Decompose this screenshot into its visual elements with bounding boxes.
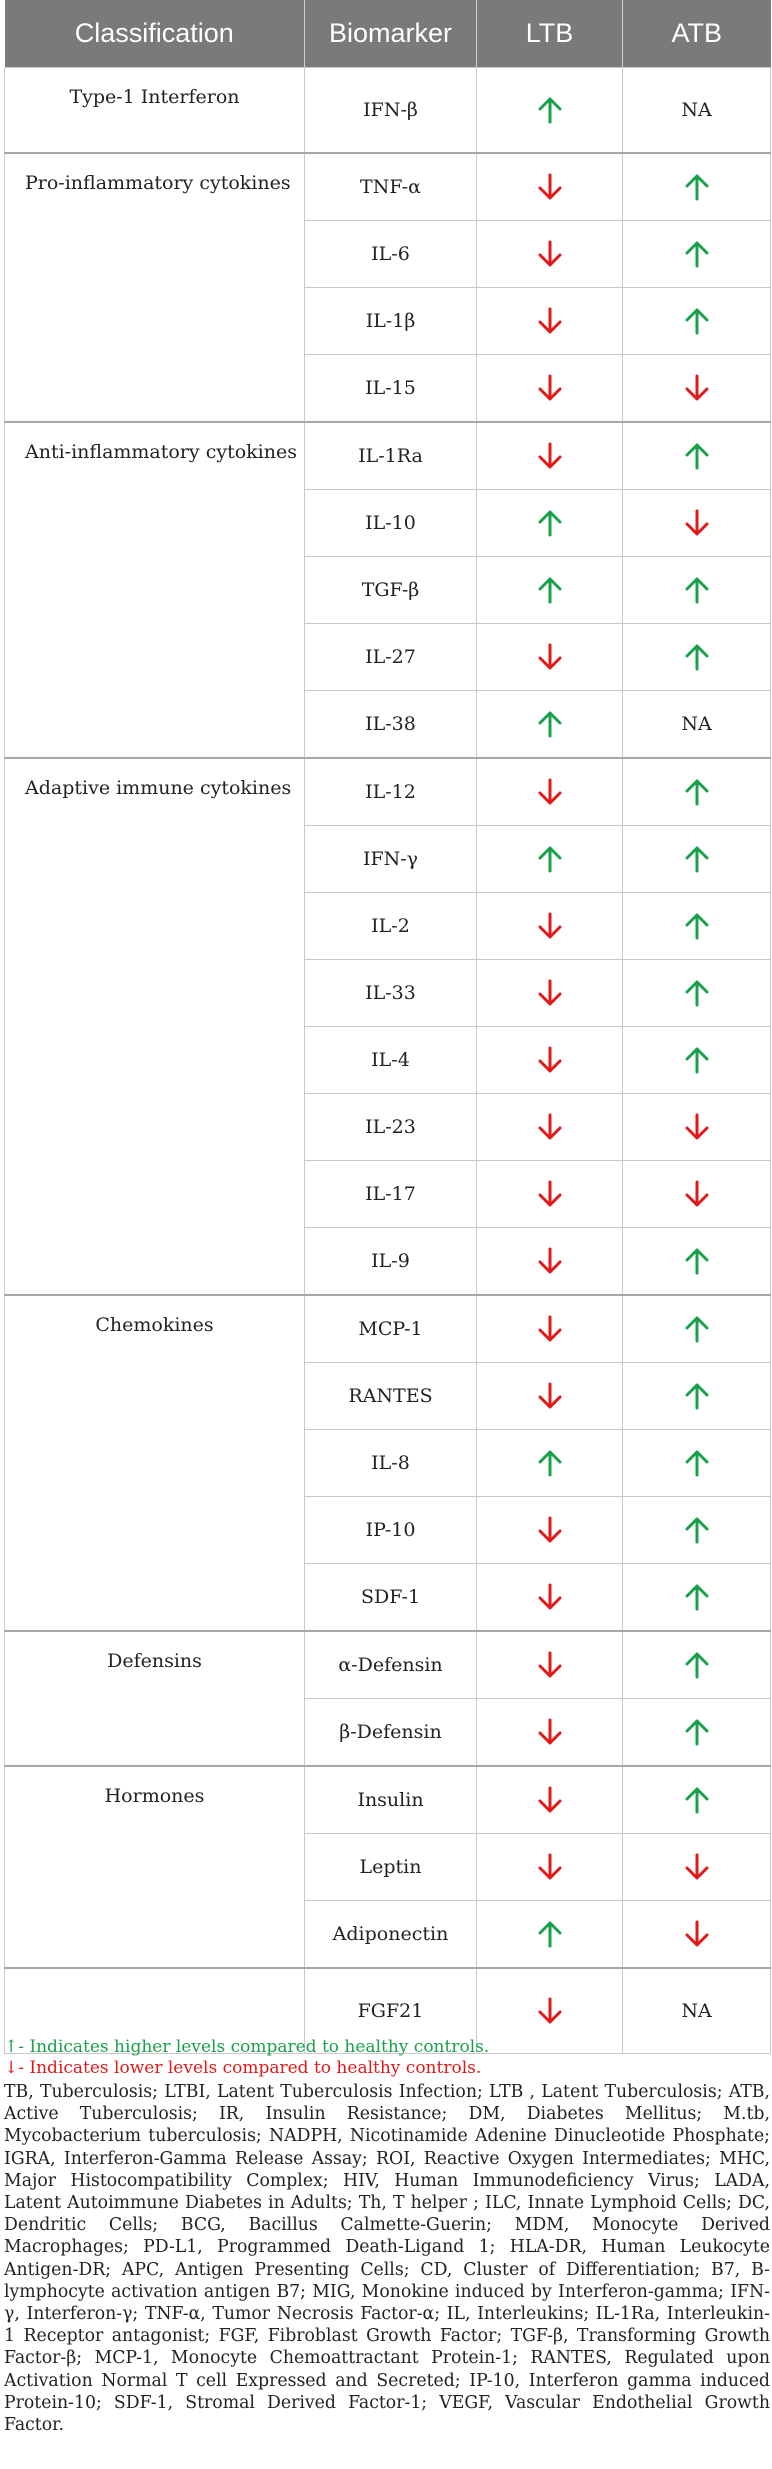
ltb-cell <box>477 893 623 960</box>
biomarker-cell: RANTES <box>305 1363 477 1430</box>
biomarker-cell: IL-8 <box>305 1430 477 1497</box>
arrow-up-icon <box>623 1046 770 1074</box>
table-row <box>5 422 771 490</box>
arrow-up-icon <box>623 1449 770 1477</box>
ltb-cell <box>477 1295 623 1363</box>
atb-cell <box>623 153 771 221</box>
arrow-down-icon <box>477 173 622 201</box>
arrow-up-icon <box>623 912 770 940</box>
ltb-cell <box>477 758 623 826</box>
na-value: NA <box>681 713 712 735</box>
table-row <box>5 68 771 154</box>
ltb-cell <box>477 422 623 490</box>
atb-cell <box>623 1564 771 1632</box>
biomarker-cell: IL-17 <box>305 1161 477 1228</box>
arrow-down-icon <box>623 1180 770 1208</box>
ltb-cell <box>477 153 623 221</box>
arrow-down-icon <box>623 509 770 537</box>
arrow-up-icon <box>477 710 622 738</box>
atb-cell <box>623 826 771 893</box>
atb-cell <box>623 1834 771 1901</box>
arrow-up-icon <box>623 240 770 268</box>
arrow-down-icon <box>477 1180 622 1208</box>
arrow-up-icon <box>477 576 622 604</box>
classification-cell: Chemokines <box>5 1295 305 1631</box>
atb-cell <box>623 691 771 759</box>
classification-cell: Pro-inflammatory cytokines <box>5 153 305 422</box>
table-header <box>5 0 771 68</box>
ltb-cell <box>477 1564 623 1632</box>
arrow-down-icon <box>477 1997 622 2025</box>
arrow-up-icon <box>623 1382 770 1410</box>
abbreviations-footnote: TB, Tuberculosis; LTBI, Latent Tuberculosis Infection; LTB , Latent Tuberculosis; ATB, Active Tuberculosis; IR, Insulin Resistance; DM, Diabetes Mellitus; M.tb, Mycobacterium tuberculosis; NADPH, Nicotinamide Adenine Dinucleotide Phosphate; IGRA, Interferon-Gamma Release Assay; ROI, Reactive Oxygen Intermediates; MHC, Major Histocompatibility Complex; HIV, Human Immunodeficiency Virus; LADA, Latent Autoimmune Diabetes in Adults; Th, T helper ; ILC, Innate Lymphoid Cells; DC, Dendritic Cells; BCG, Bacillus Calmette-Guerin; MDM, Monocyte Derived Macrophages; PD-L1, Programmed Death-Ligand 1; HLA-DR, Human Leukocyte Antigen-DR; APC, Antigen Presenting Cells; CD, Cluster of Differentiation; B7, B-lymphocyte activation antigen B7; MIG, Monokine induced by Interferon-gamma; IFN-γ, Interferon-γ; TNF-α, Tumor Necrosis Factor-α; IL, Interleukins; IL-1Ra, Interleukin-1 Receptor antagonist; FGF, Fibroblast Growth Factor; TGF-β, Transforming Growth Factor-β; MCP-1, Monocyte Chemoattractant Protein-1; RANTES, Regulated upon Activation Normal T cell Expressed and Secreted; IP-10, Interferon gamma induced Protein-10; SDF-1, Stromal Derived Factor-1; VEGF, Vascular Endothelial Growth Factor. <box>4 2082 770 2436</box>
biomarker-cell: IFN-β <box>305 68 477 154</box>
ltb-cell <box>477 355 623 423</box>
arrow-up-icon <box>623 979 770 1007</box>
atb-cell <box>623 1497 771 1564</box>
ltb-cell <box>477 490 623 557</box>
arrow-down-icon <box>623 374 770 402</box>
atb-cell <box>623 1631 771 1699</box>
ltb-cell <box>477 1430 623 1497</box>
atb-cell <box>623 758 771 826</box>
arrow-down-icon <box>477 778 622 806</box>
ltb-cell <box>477 1631 623 1699</box>
atb-cell <box>623 1228 771 1296</box>
biomarker-cell: IL-2 <box>305 893 477 960</box>
arrow-down-icon <box>477 1651 622 1679</box>
arrow-up-icon <box>623 1247 770 1275</box>
arrow-up-icon <box>623 1718 770 1746</box>
arrow-up-icon <box>623 1651 770 1679</box>
arrow-down-icon <box>623 1920 770 1948</box>
atb-cell <box>623 960 771 1027</box>
arrow-down-icon <box>477 1718 622 1746</box>
biomarker-cell: IL-33 <box>305 960 477 1027</box>
arrow-down-icon <box>477 1247 622 1275</box>
arrow-down-icon <box>477 1583 622 1611</box>
atb-cell <box>623 1027 771 1094</box>
arrow-up-icon <box>623 307 770 335</box>
table-row <box>5 1295 771 1363</box>
biomarker-cell: α-Defensin <box>305 1631 477 1699</box>
biomarker-cell: IL-1β <box>305 288 477 355</box>
header-row <box>5 0 771 68</box>
arrow-down-icon <box>477 979 622 1007</box>
atb-cell <box>623 624 771 691</box>
biomarker-cell: IL-38 <box>305 691 477 759</box>
arrow-down-icon <box>477 643 622 671</box>
header-atb: ATB <box>623 0 771 68</box>
biomarker-table <box>4 0 771 2054</box>
arrow-up-icon <box>623 173 770 201</box>
ltb-cell <box>477 1497 623 1564</box>
ltb-cell <box>477 557 623 624</box>
ltb-cell <box>477 1766 623 1834</box>
arrow-down-icon <box>477 240 622 268</box>
header-biomarker: Biomarker <box>305 0 477 68</box>
biomarker-cell: Insulin <box>305 1766 477 1834</box>
biomarker-cell: TGF-β <box>305 557 477 624</box>
biomarker-cell: Leptin <box>305 1834 477 1901</box>
biomarker-cell: IL-12 <box>305 758 477 826</box>
arrow-down-icon <box>477 1853 622 1881</box>
arrow-up-icon <box>477 1920 622 1948</box>
ltb-cell <box>477 624 623 691</box>
arrow-up-icon <box>623 778 770 806</box>
legend-up: ↑- Indicates higher levels compared to healthy controls. <box>4 2037 490 2057</box>
na-value: NA <box>681 2000 712 2022</box>
legend-down: ↓- Indicates lower levels compared to healthy controls. <box>4 2058 482 2078</box>
classification-cell: Adaptive immune cytokines <box>5 758 305 1295</box>
header-classification: Classification <box>5 0 305 68</box>
atb-cell <box>623 221 771 288</box>
arrow-up-icon <box>623 1786 770 1814</box>
atb-cell <box>623 557 771 624</box>
arrow-down-icon <box>477 307 622 335</box>
ltb-cell <box>477 1834 623 1901</box>
atb-cell <box>623 355 771 423</box>
arrow-up-icon <box>477 509 622 537</box>
ltb-cell <box>477 1901 623 1969</box>
biomarker-table-container <box>4 0 770 2054</box>
table-row <box>5 1631 771 1699</box>
ltb-cell <box>477 1363 623 1430</box>
ltb-cell <box>477 826 623 893</box>
arrow-up-icon <box>623 576 770 604</box>
atb-cell <box>623 1699 771 1767</box>
ltb-cell <box>477 1027 623 1094</box>
ltb-cell <box>477 1094 623 1161</box>
biomarker-cell: IL-27 <box>305 624 477 691</box>
atb-cell <box>623 422 771 490</box>
arrow-down-icon <box>477 1786 622 1814</box>
biomarker-cell: IL-23 <box>305 1094 477 1161</box>
ltb-cell <box>477 1699 623 1767</box>
atb-cell <box>623 1766 771 1834</box>
biomarker-cell: IL-9 <box>305 1228 477 1296</box>
arrow-up-icon <box>623 1516 770 1544</box>
table-row <box>5 153 771 221</box>
arrow-up-icon <box>623 1315 770 1343</box>
arrow-up-icon <box>477 96 622 124</box>
ltb-cell <box>477 1228 623 1296</box>
arrow-up-icon <box>623 643 770 671</box>
classification-cell: Anti-inflammatory cytokines <box>5 422 305 758</box>
biomarker-cell: IFN-γ <box>305 826 477 893</box>
arrow-down-icon <box>477 442 622 470</box>
atb-cell <box>623 893 771 960</box>
arrow-up-icon <box>477 845 622 873</box>
biomarker-cell: SDF-1 <box>305 1564 477 1632</box>
atb-cell <box>623 1094 771 1161</box>
atb-cell <box>623 490 771 557</box>
classification-cell: Hormones <box>5 1766 305 1968</box>
atb-cell <box>623 1901 771 1969</box>
classification-cell: Type-1 Interferon <box>5 68 305 154</box>
arrow-up-icon <box>623 845 770 873</box>
biomarker-cell: IL-4 <box>305 1027 477 1094</box>
table-body <box>5 68 771 2054</box>
table-row <box>5 1766 771 1834</box>
biomarker-cell: MCP-1 <box>305 1295 477 1363</box>
atb-cell <box>623 1363 771 1430</box>
biomarker-cell: β-Defensin <box>305 1699 477 1767</box>
ltb-cell <box>477 960 623 1027</box>
header-ltb: LTB <box>477 0 623 68</box>
atb-cell <box>623 1430 771 1497</box>
biomarker-cell: IL-15 <box>305 355 477 423</box>
atb-cell <box>623 68 771 154</box>
biomarker-cell: IP-10 <box>305 1497 477 1564</box>
arrow-up-icon <box>477 1449 622 1477</box>
arrow-up-icon <box>623 442 770 470</box>
arrow-down-icon <box>477 1315 622 1343</box>
biomarker-cell: IL-10 <box>305 490 477 557</box>
arrow-up-icon <box>623 1583 770 1611</box>
arrow-down-icon <box>477 1516 622 1544</box>
arrow-down-icon <box>477 374 622 402</box>
arrow-down-icon <box>477 912 622 940</box>
table-notes <box>4 2037 770 2436</box>
atb-cell <box>623 1295 771 1363</box>
ltb-cell <box>477 288 623 355</box>
biomarker-cell: FGF21 <box>305 1968 477 2054</box>
biomarker-cell: IL-6 <box>305 221 477 288</box>
arrow-down-icon <box>477 1046 622 1074</box>
ltb-cell <box>477 68 623 154</box>
ltb-cell <box>477 691 623 759</box>
atb-cell <box>623 1161 771 1228</box>
table-row <box>5 758 771 826</box>
arrow-down-icon <box>623 1853 770 1881</box>
arrow-down-icon <box>477 1113 622 1141</box>
ltb-cell <box>477 221 623 288</box>
biomarker-cell: TNF-α <box>305 153 477 221</box>
na-value: NA <box>681 99 712 121</box>
arrow-down-icon <box>477 1382 622 1410</box>
biomarker-cell: Adiponectin <box>305 1901 477 1969</box>
biomarker-cell: IL-1Ra <box>305 422 477 490</box>
ltb-cell <box>477 1161 623 1228</box>
atb-cell <box>623 288 771 355</box>
classification-cell: Defensins <box>5 1631 305 1766</box>
arrow-down-icon <box>623 1113 770 1141</box>
